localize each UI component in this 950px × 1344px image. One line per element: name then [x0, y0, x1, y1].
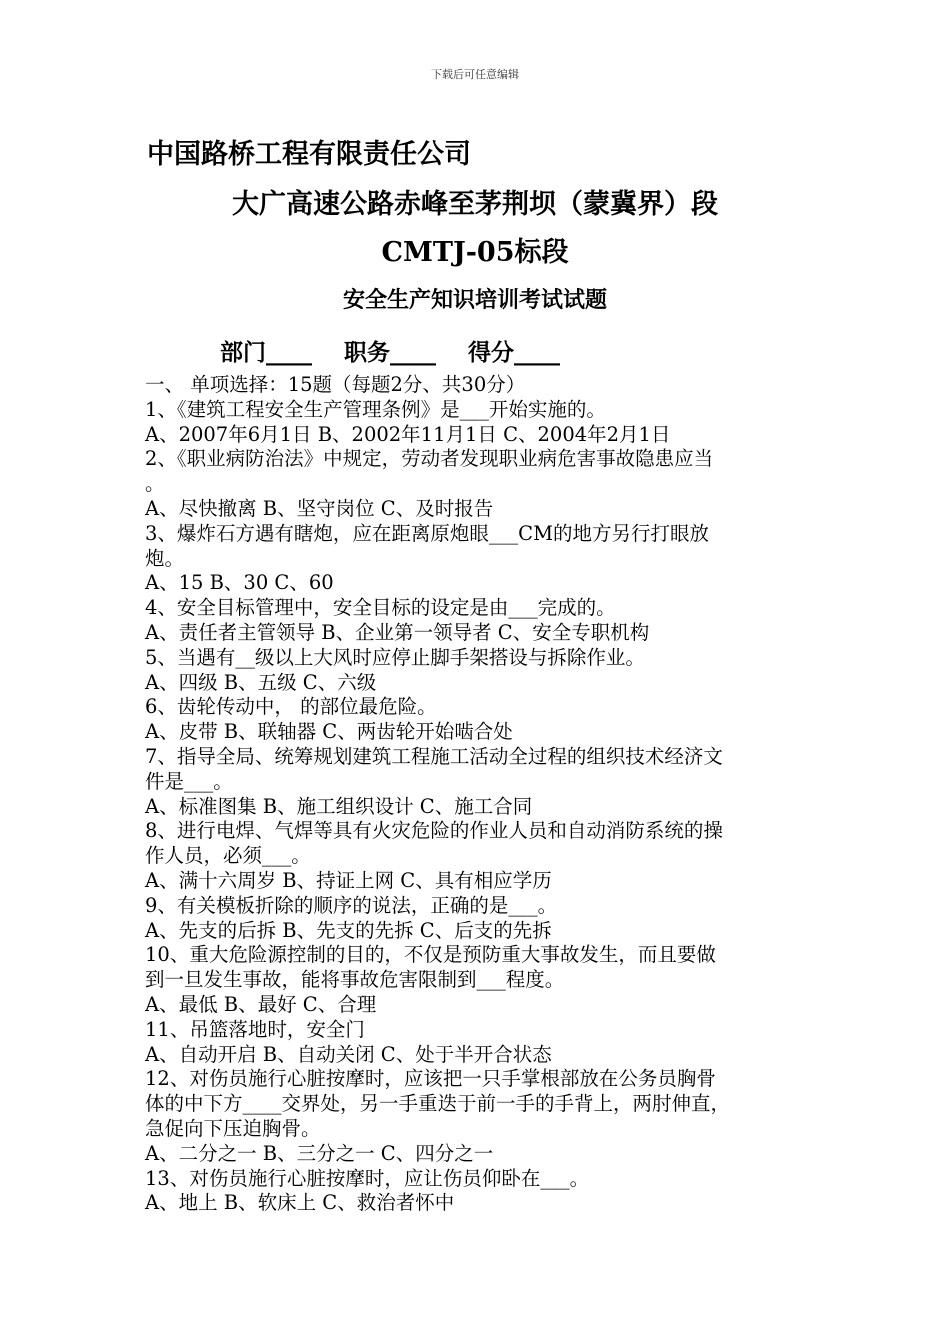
question-line: 作人员，必须___。 [145, 844, 311, 868]
question-line: 到一旦发生事故，能将事故危害限制到___程度。 [145, 968, 565, 992]
question-line: 1、《建筑工程安全生产管理条例》是___开始实施的。 [145, 397, 606, 421]
question-line: A、满十六周岁 B、持证上网 C、具有相应学历 [145, 868, 552, 892]
section-code-title: CMTJ-05标段 [381, 237, 569, 268]
question-line: 4、安全目标管理中，安全目标的设定是由___完成的。 [145, 596, 616, 620]
question-line: 2、《职业病防治法》中规定，劳动者发现职业病危害事故隐患应当 [145, 447, 714, 471]
question-line: A、皮带 B、联轴器 C、两齿轮开始啮合处 [145, 720, 513, 744]
project-title: 大广高速公路赤峰至茅荆坝（蒙冀界）段 [232, 189, 718, 220]
question-line: 7、指导全局、统筹规划建筑工程施工活动全过程的组织技术经济文 [145, 744, 723, 768]
question-line: 13、对伤员施行心脏按摩时，应让伤员仰卧在___。 [145, 1166, 590, 1190]
question-line: 6、齿轮传动中， 的部位最危险。 [145, 695, 437, 719]
question-list [145, 398, 825, 1216]
exam-content [145, 373, 825, 1216]
question-line: 9、有关模板折除的顺序的说法，正确的是___。 [145, 893, 558, 917]
question-line: 炮。 [145, 546, 185, 570]
question-line: A、15 B、30 C、60 [145, 571, 334, 595]
question-line: A、先支的后拆 B、先支的先拆 C、后支的先拆 [145, 918, 552, 942]
info-row [220, 334, 584, 367]
header-note: 下载后可任意编辑 [431, 68, 519, 81]
score-field: 得分____ [468, 339, 561, 366]
exam-title: 安全生产知识培训考试试题 [342, 287, 607, 313]
question-line: 件是___。 [145, 769, 233, 793]
question-line: 10、重大危险源控制的目的，不仅是预防重大事故发生，而且要做 [145, 943, 716, 967]
question-line: 体的中下方____交界处，另一手重迭于前一手的手背上，两肘伸直， [145, 1092, 731, 1116]
position-field: 职务____ [344, 339, 437, 366]
question-line: A、自动开启 B、自动关闭 C、处于半开合状态 [145, 1042, 552, 1066]
question-line: A、最低 B、最好 C、合理 [145, 992, 377, 1016]
question-line: 11、吊篮落地时，安全门 [145, 1017, 365, 1041]
dept-field: 部门____ [220, 339, 312, 366]
question-line: 12、对伤员施行心脏按摩时，应该把一只手掌根部放在公务员胸骨 [145, 1067, 716, 1091]
question-line: A、尽快撤离 B、坚守岗位 C、及时报告 [145, 496, 494, 520]
question-line: 8、进行电焊、气焊等具有火灾危险的作业人员和自动消防系统的操 [145, 819, 723, 843]
question-line: A、地上 B、软床上 C、救治者怀中 [145, 1191, 455, 1215]
question-line: A、2007年6月1日 B、2002年11月1日 C、2004年2月1日 [145, 422, 671, 446]
company-name: 中国路桥工程有限责任公司 [147, 139, 471, 170]
question-line: 3、爆炸石方遇有瞎炮，应在距离原炮眼___CM的地方另行打眼放 [145, 521, 710, 545]
question-line: A、四级 B、五级 C、六级 [145, 670, 377, 694]
question-line: A、责任者主管领导 B、企业第一领导者 C、安全专职机构 [145, 620, 650, 644]
question-line: 。 [145, 472, 165, 496]
section-heading: 一、 单项选择：15题（每题2分、共30分） [145, 373, 526, 396]
question-line: 5、当遇有__级以上大风时应停止脚手架搭设与拆除作业。 [145, 645, 645, 669]
question-line: A、标准图集 B、施工组织设计 C、施工合同 [145, 794, 533, 818]
question-line: A、二分之一 B、三分之一 C、四分之一 [145, 1141, 494, 1165]
question-line: 急促向下压迫胸骨。 [145, 1116, 321, 1140]
